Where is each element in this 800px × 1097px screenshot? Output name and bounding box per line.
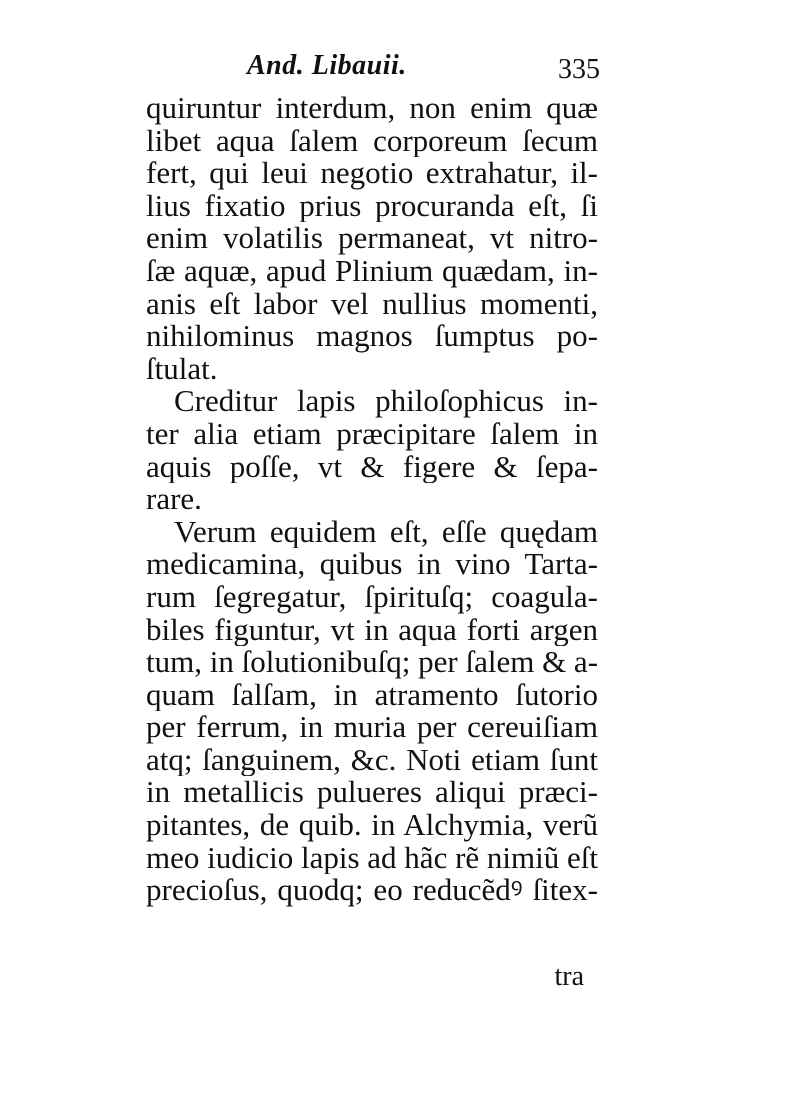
text-line: aquis poſſe, vt & figere & ſepa- [146,450,598,484]
paragraph-first-line: Creditur lapis philoſophicus in- [174,385,598,418]
text-line: rum ſegregatur, ſpirituſq; coagula- [146,580,598,614]
text-line: anis eſt labor vel nullius momenti, [146,287,598,321]
text-line: rare. [146,483,202,516]
text-line: atq; ſanguinem, &c. Noti etiam ſunt [146,743,598,777]
text-block [146,92,598,907]
page-number: 335 [558,54,600,85]
running-title: And. Libauii. [247,50,407,81]
text-line: libet aqua ſalem corporeum ſecum [146,124,598,158]
text-line: precioſus, quodq; eo reducẽdꝰ ſitex- [146,874,598,907]
running-head [145,44,600,88]
text-line: quam ſalſam, in atramento ſutorio [146,678,598,712]
text-line: in metallicis pulueres aliqui præci- [146,776,598,810]
text-line: tum, in ſolutionibuſq; per ſalem & a- [146,646,598,679]
text-line: biles figuntur, vt in aqua forti argen [146,613,598,647]
paragraph-first-line: Verum equidem eſt, eſſe quędam [174,515,598,549]
text-line: nihilominus magnos ſumptus po- [146,320,598,353]
catchword: tra [554,961,584,992]
text-line: fert, qui leui negotio extrahatur, il- [146,157,598,190]
text-line: pitantes, de quib. in Alchymia, verũ [146,809,598,842]
text-line: meo iudicio lapis ad hãc rẽ nimiũ eſt [146,841,598,875]
text-line: quiruntur interdum, non enim quæ [146,92,598,125]
text-line: ſtulat. [146,352,218,386]
text-line: medicamina, quibus in vino Tarta- [146,548,598,581]
text-line: lius fixatio prius procuranda eſt, ſi [146,189,598,223]
text-line: ſæ aquæ, apud Plinium quædam, in- [146,254,598,288]
text-line: per ferrum, in muria per cereuiſiam [146,711,598,744]
text-line: enim volatilis permaneat, vt nitro- [146,222,598,255]
text-line: ter alia etiam præcipitare ſalem in [146,417,598,451]
